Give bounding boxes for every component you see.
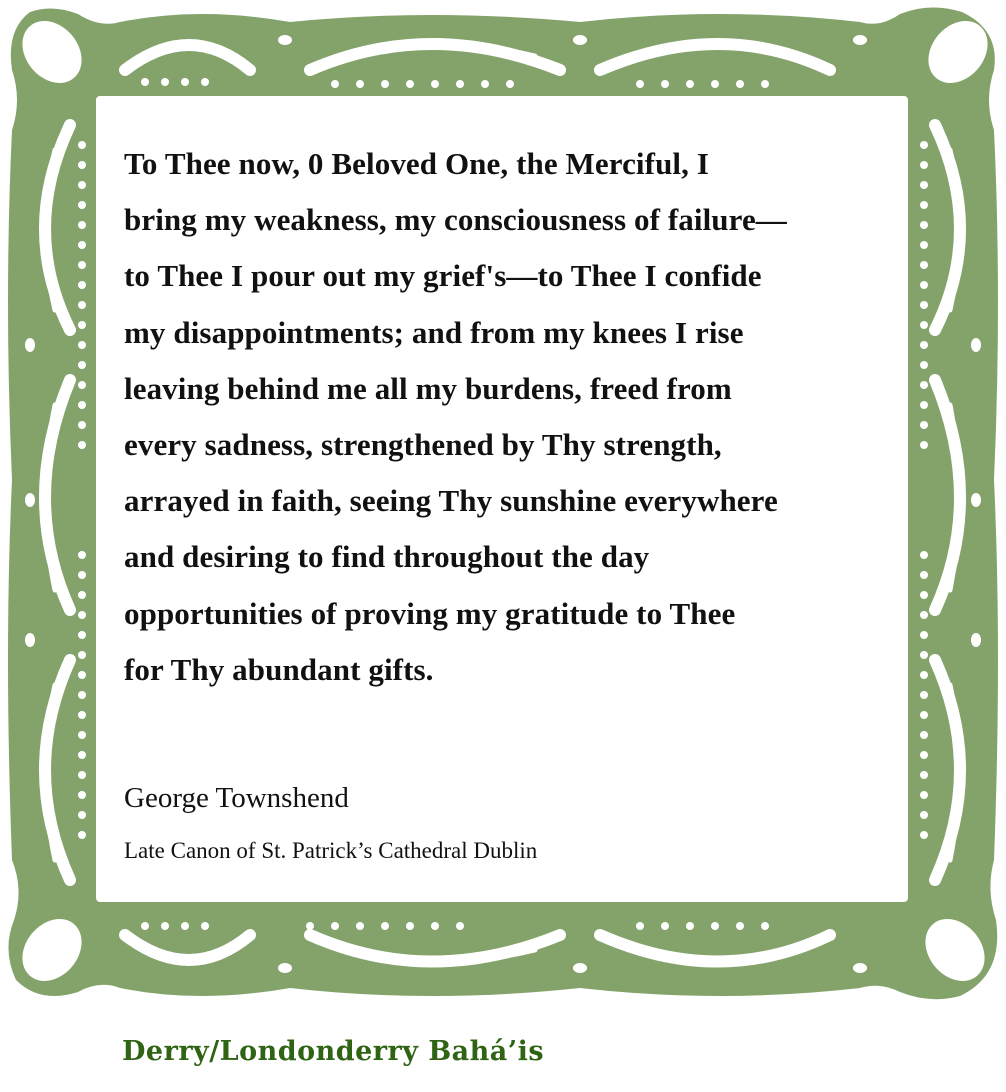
footer-signature: Derry/Londonderry Bahá’is xyxy=(122,1036,545,1067)
prayer-line: every sadness, strengthened by Thy strength, xyxy=(124,427,722,463)
prayer-line: and desiring to find throughout the day xyxy=(124,539,650,575)
prayer-line: To Thee now, 0 Beloved One, the Merciful, I xyxy=(124,146,709,181)
prayer-line: my disappointments; and from my knees I rise xyxy=(124,314,744,350)
prayer-line: bring my weakness, my consciousness of failure— xyxy=(124,202,787,238)
prayer-line: opportunities of proving my gratitude to Thee xyxy=(124,595,736,631)
prayer-line: leaving behind me all my burdens, freed from xyxy=(124,370,732,406)
author-title: Late Canon of St. Patrick’s Cathedral Dublin xyxy=(124,838,538,863)
prayer-line: arrayed in faith, seeing Thy sunshine everywhere xyxy=(124,483,778,519)
prayer-text xyxy=(124,136,904,698)
prayer-line: to Thee I pour out my grief's—to Thee I confide xyxy=(124,258,762,294)
author-name: George Townshend xyxy=(124,782,349,814)
prayer-line: for Thy abundant gifts. xyxy=(124,651,434,687)
